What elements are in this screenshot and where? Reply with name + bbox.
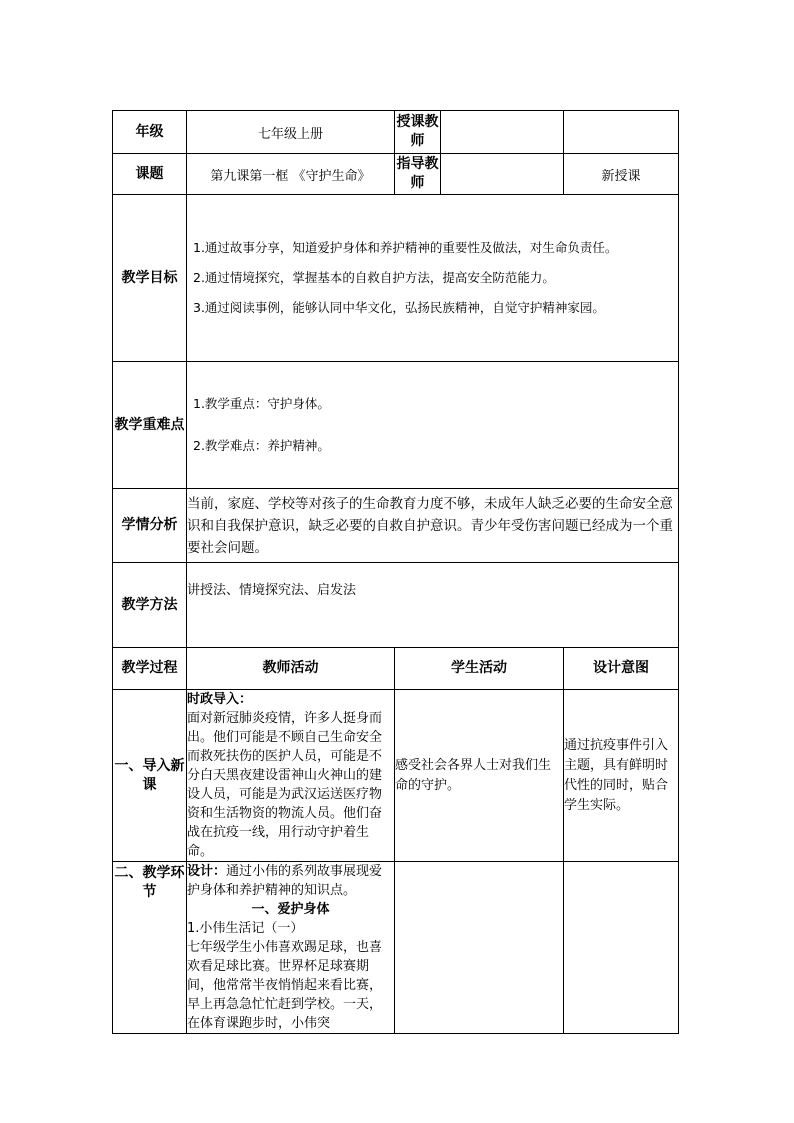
guide-teacher-value [441, 154, 564, 195]
grade-extra [564, 111, 679, 154]
intro-teacher-cell [187, 690, 395, 862]
guide-teacher-label: 指导教师 [395, 154, 441, 195]
design-text: 通过小伟的系列故事展现爱护身体和养护精神的知识点。 [187, 864, 383, 898]
goals-label: 教学目标 [113, 195, 187, 362]
teaching-teacher-cell [187, 862, 395, 1034]
methods-label: 教学方法 [113, 563, 187, 648]
topic-label: 课题 [113, 154, 187, 195]
goal-item: 1.通过故事分享，知道爱护身体和养护精神的重要性及做法，对生命负责任。 [193, 240, 618, 255]
key-point-item: 2.教学难点：养护精神。 [193, 438, 330, 453]
teacher-value [441, 111, 564, 154]
key-points-label: 教学重难点 [113, 362, 187, 489]
goals-row [113, 195, 679, 362]
teacher-label: 授课教师 [395, 111, 441, 154]
intro-teacher-heading: 时政导入： [187, 692, 253, 707]
methods-row [113, 563, 679, 648]
teaching-row [113, 862, 679, 1034]
design-heading: 设计： [187, 864, 227, 879]
story-text: 七年级学生小伟喜欢踢足球，也喜欢看足球比赛。世界杯足球赛期间，他常常半夜悄悄起来看比赛，早上再急急忙忙赶到学校。一天，在体育课跑步时，小伟突 [187, 940, 383, 1031]
col-design-intent: 设计意图 [564, 648, 679, 690]
intro-student-text: 感受社会各界人士对我们生命的守护。 [395, 690, 564, 862]
process-label: 教学过程 [113, 648, 187, 690]
grade-label: 年级 [113, 111, 187, 154]
intro-teacher-text: 面对新冠肺炎疫情，许多人挺身而出。他们可能是不顾自己生命安全而救死扶伤的医护人员，可能是不分白天黑夜建设雷神山火神山的建设人员，可能是为武汉运送医疗物资和生活物资的物流人员。他们奋战在抗疫一线，用行动守护着生命。 [187, 711, 383, 859]
intro-intent-text: 通过抗疫事件引入主题，具有鲜明时代性的同时，贴合学生实际。 [564, 690, 679, 862]
teaching-student-cell [395, 862, 564, 1034]
story-title: 1.小伟生活记（一） [187, 921, 304, 936]
section-title: 一、爱护身体 [251, 902, 330, 917]
key-points-row [113, 362, 679, 489]
intro-row [113, 690, 679, 862]
teaching-label: 二、教学环节 [113, 862, 187, 1034]
topic-value: 第九课第一框 《守护生命》 [187, 154, 395, 195]
topic-row [113, 154, 679, 195]
grade-value: 七年级上册 [187, 111, 395, 154]
goal-item: 3.通过阅读事例，能够认同中华文化，弘扬民族精神，自觉守护精神家园。 [193, 300, 605, 315]
grade-row [113, 111, 679, 154]
analysis-text: 当前，家庭、学校等对孩子的生命教育力度不够，未成年人缺乏必要的生命安全意识和自我保护意识，缺乏必要的自救自护意识。青少年受伤害问题已经成为一个重要社会问题。 [187, 489, 679, 563]
intro-label: 一、导入新课 [113, 690, 187, 862]
key-point-item: 1.教学重点：守护身体。 [193, 396, 330, 411]
lesson-plan-table [112, 110, 679, 1034]
key-points-content [187, 362, 679, 489]
lesson-type: 新授课 [564, 154, 679, 195]
process-header-row [113, 648, 679, 690]
goal-item: 2.通过情境探究，掌握基本的自救自护方法，提高安全防范能力。 [193, 270, 555, 285]
col-student-activity: 学生活动 [395, 648, 564, 690]
analysis-row [113, 489, 679, 563]
analysis-label: 学情分析 [113, 489, 187, 563]
methods-text: 讲授法、情境探究法、启发法 [187, 563, 679, 648]
goals-content [187, 195, 679, 362]
col-teacher-activity: 教师活动 [187, 648, 395, 690]
teaching-intent-cell [564, 862, 679, 1034]
